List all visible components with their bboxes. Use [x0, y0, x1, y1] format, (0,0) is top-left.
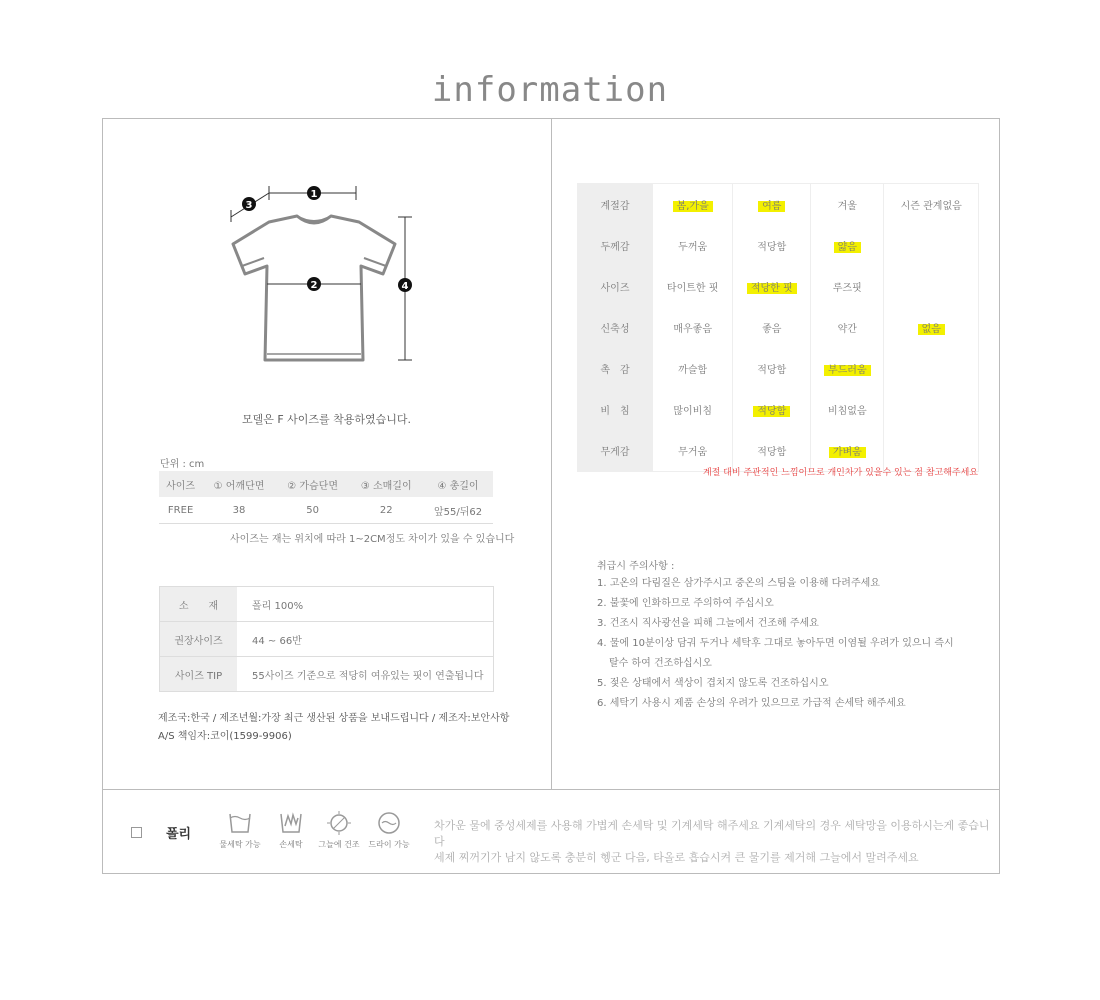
- feel-value: 루즈핏: [832, 283, 862, 294]
- feel-value: 타이트한 핏: [666, 283, 719, 294]
- water-wash: [215, 810, 265, 850]
- material-label: 소 재: [160, 587, 238, 622]
- material-value: 폴리 100%: [237, 587, 494, 622]
- washing-note: [434, 818, 999, 866]
- feel-label: 무게감: [578, 430, 653, 472]
- feel-value: 적당한 핏: [747, 283, 797, 294]
- size-cell: 22: [349, 497, 423, 524]
- feel-value: 봄,가을: [673, 201, 713, 212]
- washing-note-line: 세제 찌꺼기가 남지 않도록 충분히 헹군 다음, 타올로 흡습시켜 큰 물기를 제거해 그늘에서 말려주세요: [434, 851, 919, 864]
- feel-value: 여름: [758, 201, 785, 212]
- feel-cell: [653, 184, 733, 226]
- feel-cell: [653, 348, 733, 389]
- care-title: 취급시 주의사항 :: [597, 561, 675, 572]
- feel-cell: [811, 348, 884, 389]
- feel-cell: [884, 184, 979, 226]
- feel-value: 많이비침: [673, 406, 712, 417]
- list-item: 탈수 하여 건조하십시오: [609, 658, 712, 669]
- water-wash-icon: [227, 810, 253, 836]
- list-item: 5. 젖은 상태에서 색상이 겹치지 않도록 건조하십시오: [597, 678, 829, 689]
- feel-label: 비 침: [578, 389, 653, 430]
- table-row: [578, 348, 979, 389]
- unit-label: 단위 : cm: [160, 459, 205, 470]
- size-header-length: ④ 총길이: [423, 471, 493, 497]
- marker-4-label: 4: [401, 281, 409, 292]
- table-row: [159, 497, 493, 524]
- feel-cell: [733, 307, 811, 348]
- tshirt-size-diagram: [225, 182, 420, 367]
- shade-dry-icon: [326, 810, 352, 836]
- size-table-header: [159, 471, 493, 497]
- table-row: [578, 184, 979, 226]
- feel-value: 부드러움: [824, 365, 871, 376]
- recommended-size-value: 44 ~ 66반: [237, 622, 494, 657]
- water-wash-label: 물세탁 가능: [219, 840, 261, 849]
- table-row: [578, 266, 979, 307]
- feel-value: 없음: [918, 324, 945, 335]
- feel-cell: [811, 389, 884, 430]
- feel-value: 얇음: [834, 242, 861, 253]
- recommended-size-label: 권장사이즈: [160, 622, 238, 657]
- size-header-shoulder: ① 어깨단면: [202, 471, 276, 497]
- model-size-note: 모델은 F 사이즈를 착용하였습니다.: [241, 413, 412, 426]
- feel-cell: [811, 266, 884, 307]
- maker-info: [158, 710, 509, 746]
- table-row: [578, 307, 979, 348]
- feel-cell: [733, 348, 811, 389]
- feel-cell: [733, 266, 811, 307]
- table-row: [578, 225, 979, 266]
- marker-2-label: 2: [310, 280, 318, 291]
- table-row: [578, 389, 979, 430]
- feel-label: 신축성: [578, 307, 653, 348]
- washing-section: [103, 790, 999, 874]
- feel-value: 두꺼움: [678, 242, 708, 253]
- feel-cell: [811, 307, 884, 348]
- list-item: 2. 불꽃에 인화하므로 주의하여 주십시오: [597, 598, 774, 609]
- marker-3-label: 3: [245, 200, 253, 211]
- dry-clean-label: 드라이 가능: [368, 840, 410, 849]
- shade-dry: [317, 810, 361, 850]
- size-cell: 50: [276, 497, 350, 524]
- feel-value: 매우좋음: [673, 324, 712, 335]
- feel-value: 까슬함: [678, 365, 708, 376]
- table-row: [160, 622, 494, 657]
- feel-cell: [653, 266, 733, 307]
- feel-cell: [811, 184, 884, 226]
- material-checkbox[interactable]: [131, 827, 142, 838]
- hand-wash-label: 손세탁: [279, 840, 303, 849]
- list-item: 6. 세탁기 사용시 제품 손상의 우려가 있으므로 가급적 손세탁 해주세요: [597, 698, 906, 709]
- material-table: [159, 586, 494, 692]
- feel-value: 약간: [837, 324, 857, 335]
- feel-value: 비침없음: [827, 406, 867, 417]
- maker-line: 제조국:한국 / 제조년월:가장 최근 생산된 상품을 보내드립니다 / 제조자:보안사항: [158, 713, 510, 724]
- size-variance-note: 사이즈는 재는 위치에 따라 1~2CM정도 차이가 있을 수 있습니다: [230, 534, 515, 545]
- table-row: [160, 657, 494, 692]
- list-item: 4. 물에 10분이상 담궈 두거나 세탁후 그대로 놓아두면 이염될 우려가 있으니 즉시: [597, 638, 954, 649]
- feel-value: 시즌 관계없음: [900, 201, 962, 212]
- size-header-size: 사이즈: [159, 471, 202, 497]
- size-cell: 앞55/뒤62: [423, 497, 493, 524]
- page-title: information: [431, 70, 669, 110]
- feel-label: 사이즈: [578, 266, 653, 307]
- size-cell: 38: [202, 497, 276, 524]
- feel-cell: [733, 389, 811, 430]
- feel-label: 촉 감: [578, 348, 653, 389]
- feel-value: 무거움: [678, 447, 708, 458]
- size-cell: FREE: [159, 497, 202, 524]
- feel-value: 겨울: [837, 201, 857, 212]
- table-row: [160, 587, 494, 622]
- feel-cell: [811, 225, 884, 266]
- feel-value: 적당함: [757, 365, 787, 376]
- size-header-chest: ② 가슴단면: [276, 471, 350, 497]
- care-instructions: [597, 574, 954, 714]
- feel-value: 좋음: [762, 324, 782, 335]
- feel-cell: [884, 307, 979, 348]
- feel-cell: [884, 348, 979, 389]
- feel-value: 가벼움: [829, 447, 866, 458]
- feel-cell: [733, 184, 811, 226]
- dry-clean: [367, 810, 411, 850]
- feel-value: 적당함: [757, 447, 787, 458]
- shade-dry-label: 그늘에 건조: [318, 840, 360, 849]
- hand-wash: [273, 810, 309, 850]
- dry-clean-icon: [376, 810, 402, 836]
- feel-value: 적당함: [757, 242, 787, 253]
- size-header-sleeve: ③ 소매길이: [349, 471, 423, 497]
- feel-value: 적당함: [753, 406, 790, 417]
- as-contact-line: A/S 책임자:코이(1599-9906): [158, 731, 292, 742]
- list-item: 3. 건조시 직사광선을 피해 그늘에서 건조해 주세요: [597, 618, 819, 629]
- feel-cell: [653, 389, 733, 430]
- feel-cell: [733, 225, 811, 266]
- feel-cell: [884, 389, 979, 430]
- vertical-divider: [551, 119, 552, 789]
- fabric-feel-table: [577, 183, 979, 472]
- material-name: 폴리: [166, 827, 192, 842]
- feel-cell: [653, 225, 733, 266]
- feel-cell: [653, 307, 733, 348]
- hand-wash-icon: [278, 810, 304, 836]
- marker-1-label: 1: [310, 189, 318, 200]
- feel-label: 계절감: [578, 184, 653, 226]
- size-tip-label: 사이즈 TIP: [160, 657, 238, 692]
- size-table: [159, 471, 493, 524]
- feel-cell: [884, 225, 979, 266]
- feel-label: 두께감: [578, 225, 653, 266]
- list-item: 1. 고온의 다림질은 삼가주시고 중온의 스팀을 이용해 다려주세요: [597, 578, 880, 589]
- size-tip-value: 55사이즈 기준으로 적당히 여유있는 핏이 연출됩니다: [237, 657, 494, 692]
- feel-cell: [884, 266, 979, 307]
- washing-note-line: 차가운 물에 중성세제를 사용해 가볍게 손세탁 및 기계세탁 해주세요 기계세탁의 경우 세탁망을 이용하시는게 좋습니다: [434, 819, 990, 848]
- feel-disclaimer: 계절 대비 주관적인 느낌이므로 개인차가 있을수 있는 점 참고해주세요: [702, 468, 978, 478]
